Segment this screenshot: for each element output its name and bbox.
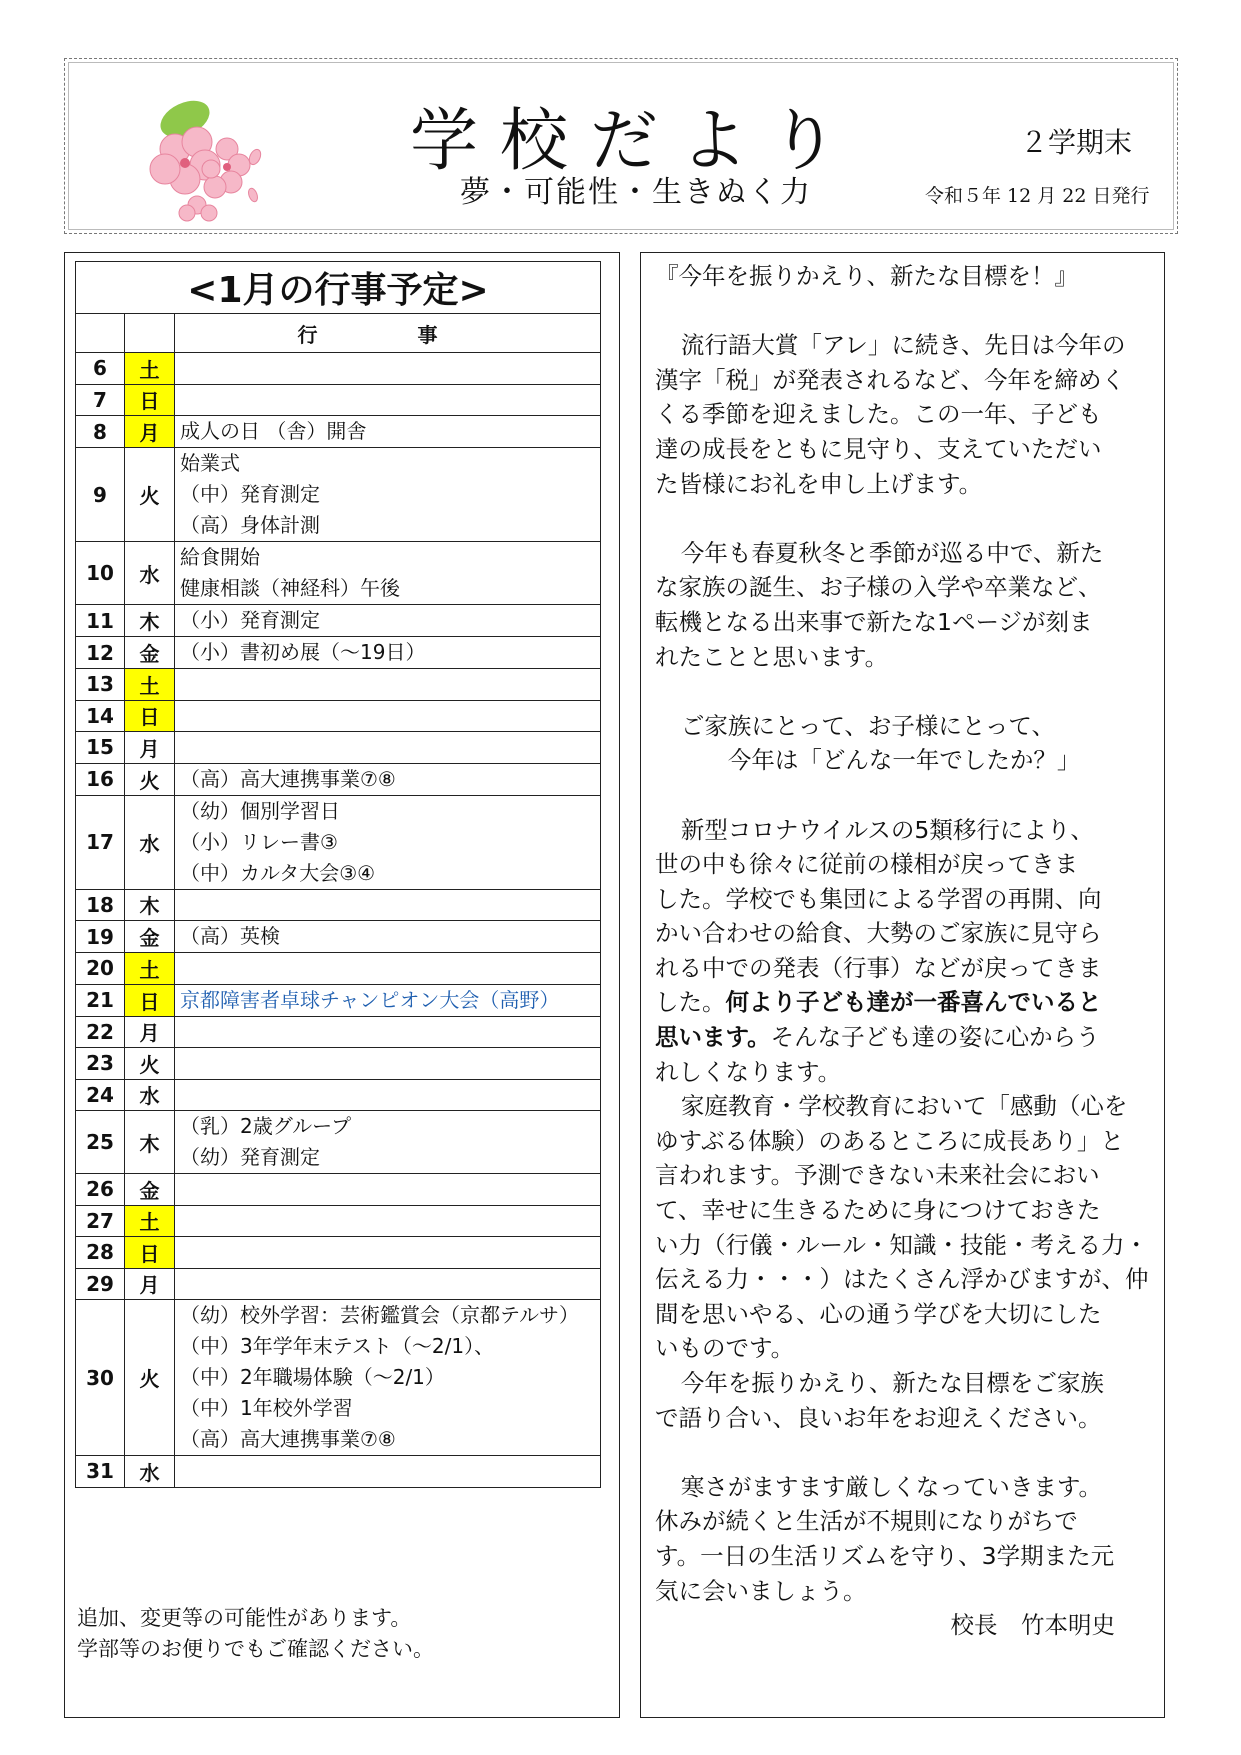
event-item: （中）2年職場体験（～2/1） [180, 1365, 445, 1389]
schedule-row [76, 1079, 601, 1111]
events-cell [175, 416, 601, 448]
paragraph-2 [655, 536, 1155, 674]
events-cell [175, 542, 601, 605]
schedule-row [76, 984, 601, 1016]
note-line: 学部等のお便りでもご確認ください。 [77, 1637, 434, 1661]
schedule-row [76, 448, 601, 542]
weekday-cell: 日 [125, 1237, 175, 1269]
message-line: 流行語大賞「アレ」に続き、先日は今年の [680, 331, 1126, 360]
events-cell [175, 700, 601, 732]
message-line: 世の中も徐々に従前の様相が戻ってきま [655, 850, 1078, 879]
schedule-table [75, 261, 601, 1488]
schedule-row [76, 384, 601, 416]
day-cell: 8 [76, 416, 125, 448]
day-cell: 11 [76, 605, 125, 637]
message-line: 達の成長をともに見守り、支えていただい [655, 434, 1102, 463]
message-line: す。一日の生活リズムを守り、3学期また元 [655, 1541, 1115, 1570]
schedule-row [76, 1016, 601, 1048]
schedule-row [76, 1111, 601, 1174]
schedule-row [76, 921, 601, 953]
events-cell [175, 984, 601, 1016]
weekday-cell: 日 [125, 700, 175, 732]
event-item: （幼）発育測定 [180, 1145, 320, 1169]
weekday-cell: 火 [125, 1300, 175, 1456]
message-line: 今年も春夏秋冬と季節が巡る中で、新た [680, 538, 1104, 567]
events-cell [175, 889, 601, 921]
message-line: 今年を振りかえり、新たな目標をご家族 [680, 1369, 1104, 1397]
principal-message [655, 259, 1155, 1643]
events-cell [175, 353, 601, 385]
day-cell: 28 [76, 1237, 125, 1269]
weekday-cell: 土 [125, 953, 175, 985]
events-cell [175, 1205, 601, 1237]
event-item: （幼）校外学習：芸術鑑賞会（京都テルサ） [180, 1303, 579, 1327]
event-item: 京都障害者卓球チャンピオン大会（高野） [180, 987, 560, 1012]
event-item: （高）英検 [180, 924, 280, 948]
schedule-row [76, 1048, 601, 1080]
message-line: れる中での発表（行事）などが戻ってきま [655, 953, 1102, 982]
events-cell [175, 1237, 601, 1269]
weekday-cell: 月 [125, 1016, 175, 1048]
day-cell: 23 [76, 1048, 125, 1080]
message-line: 休みが続くと生活が不規則になりがちで [655, 1507, 1078, 1536]
term-label: ２学期末 [1020, 126, 1133, 159]
weekday-cell: 金 [125, 1174, 175, 1206]
events-cell [175, 953, 601, 985]
paragraph-4 [655, 813, 1155, 986]
message-panel [640, 252, 1165, 1718]
events-cell [175, 384, 601, 416]
day-cell: 24 [76, 1079, 125, 1111]
events-cell [175, 1456, 601, 1488]
cherry-blossom-icon [135, 87, 265, 222]
event-item: （中）発育測定 [180, 482, 320, 506]
message-line: で語り合い、良いお年をお迎えください。 [655, 1403, 1102, 1432]
events-cell [175, 1300, 601, 1456]
schedule-row [76, 1456, 601, 1488]
day-cell: 10 [76, 542, 125, 605]
newsletter-title: 学校だより [410, 102, 861, 181]
weekday-cell: 月 [125, 416, 175, 448]
schedule-notes [77, 1603, 434, 1665]
weekday-cell: 木 [125, 1111, 175, 1174]
schedule-row [76, 605, 601, 637]
weekday-cell: 土 [125, 353, 175, 385]
day-cell: 29 [76, 1268, 125, 1300]
events-cell [175, 669, 601, 701]
events-cell [175, 1016, 601, 1048]
schedule-row [76, 953, 601, 985]
day-cell: 14 [76, 700, 125, 732]
paragraph-5 [655, 1089, 1155, 1366]
issue-date: 令和５年 12 月 22 日発行 [925, 185, 1150, 207]
events-cell [175, 1048, 601, 1080]
weekday-cell: 水 [125, 1456, 175, 1488]
message-line: た皆様にお礼を申し上げます。 [655, 469, 983, 498]
schedule-row [76, 1268, 601, 1300]
day-cell: 30 [76, 1300, 125, 1456]
paragraph-7 [655, 1470, 1155, 1608]
day-cell: 31 [76, 1456, 125, 1488]
weekday-header [125, 314, 175, 353]
schedule-row [76, 416, 601, 448]
events-cell [175, 1079, 601, 1111]
event-item: （小）リレー書③ [180, 829, 338, 854]
message-line: 新型コロナウイルスの5類移行により、 [680, 815, 1094, 844]
text-span: した。 [655, 988, 726, 1017]
events-cell [175, 448, 601, 542]
paragraph-3b: 今年は「どんな一年でしたか？」 [727, 746, 1081, 775]
schedule-row [76, 637, 601, 669]
paragraph-4-line: れしくなります。 [655, 1057, 842, 1086]
paragraph-4-line [655, 985, 1155, 1020]
message-line: した。学校でも集団による学習の再開、向 [655, 884, 1102, 913]
schedule-row [76, 542, 601, 605]
weekday-cell: 水 [125, 1079, 175, 1111]
message-line: 伝える力・・・）はたくさん浮かびますが、仲 [655, 1265, 1149, 1294]
schedule-row [76, 1174, 601, 1206]
weekday-cell: 日 [125, 984, 175, 1016]
event-item: 成人の日 （舎）開舎 [180, 419, 367, 443]
message-line: 寒さがますます厳しくなっていきます。 [680, 1472, 1102, 1501]
weekday-cell: 火 [125, 763, 175, 795]
events-cell [175, 732, 601, 764]
message-heading: 『今年を振りかえり、新たな目標を！』 [655, 262, 1078, 290]
event-item: （中）1年校外学習 [180, 1396, 353, 1420]
schedule-panel [64, 252, 620, 1718]
event-item: 始業式 [180, 451, 240, 475]
day-cell: 21 [76, 984, 125, 1016]
note-line: 追加、変更等の可能性があります。 [77, 1606, 412, 1630]
day-cell: 13 [76, 669, 125, 701]
weekday-cell: 日 [125, 384, 175, 416]
day-cell: 20 [76, 953, 125, 985]
events-cell [175, 1268, 601, 1300]
header-banner [64, 58, 1178, 234]
message-line: て、幸せに生きるために身につけておきた [655, 1196, 1101, 1225]
weekday-cell: 土 [125, 1205, 175, 1237]
message-line: 言われます。予測できない未来社会におい [655, 1161, 1100, 1190]
events-cell [175, 1174, 601, 1206]
message-line: 転機となる出来事で新たな1ページが刻ま [655, 607, 1093, 636]
event-item: （高）高大連携事業⑦⑧ [180, 1427, 396, 1451]
weekday-cell: 金 [125, 921, 175, 953]
events-cell [175, 637, 601, 669]
message-line: 家庭教育・学校教育において「感動（心を [680, 1092, 1128, 1121]
paragraph-1 [655, 328, 1155, 501]
weekday-cell: 土 [125, 669, 175, 701]
day-cell: 12 [76, 637, 125, 669]
event-item: （幼）個別学習日 [180, 798, 340, 823]
schedule-row [76, 732, 601, 764]
weekday-cell: 木 [125, 889, 175, 921]
day-cell: 22 [76, 1016, 125, 1048]
schedule-header-row [76, 314, 601, 353]
event-item: （中）カルタ大会③④ [180, 860, 376, 885]
day-cell: 27 [76, 1205, 125, 1237]
events-header: 行 事 [175, 314, 601, 353]
schedule-row [76, 1300, 601, 1456]
message-line: いものです。 [655, 1334, 795, 1363]
events-cell [175, 605, 601, 637]
day-cell: 17 [76, 795, 125, 889]
message-line: かい合わせの給食、大勢のご家族に見守ら [655, 919, 1102, 948]
weekday-cell: 月 [125, 1268, 175, 1300]
schedule-title: <1月の行事予定> [76, 262, 601, 314]
day-cell: 19 [76, 921, 125, 953]
schedule-row [76, 700, 601, 732]
message-line: くる季節を迎えました。この一年、子ども [655, 400, 1102, 429]
weekday-cell: 月 [125, 732, 175, 764]
events-cell [175, 795, 601, 889]
events-cell [175, 763, 601, 795]
weekday-cell: 火 [125, 1048, 175, 1080]
day-cell: 15 [76, 732, 125, 764]
message-line: 漢字「税」が発表されるなど、今年を締めく [655, 365, 1125, 394]
schedule-row [76, 353, 601, 385]
schedule-row [76, 1237, 601, 1269]
weekday-cell: 火 [125, 448, 175, 542]
day-cell: 7 [76, 384, 125, 416]
paragraph-6 [655, 1366, 1155, 1435]
event-item: （小）発育測定 [180, 608, 320, 632]
events-cell [175, 921, 601, 953]
day-cell: 6 [76, 353, 125, 385]
events-cell [175, 1111, 601, 1174]
school-motto: 夢・可能性・生きぬく力 [460, 175, 812, 210]
event-item: （小）書初め展（～19日） [180, 640, 426, 664]
day-cell: 9 [76, 448, 125, 542]
message-line: 間を思いやる、心の通う学びを大切にした [655, 1299, 1102, 1328]
text-span: そんな子ども達の姿に心からう [770, 1023, 1100, 1052]
weekday-cell: 水 [125, 542, 175, 605]
message-line: 気に会いましょう。 [655, 1576, 867, 1605]
event-item: 健康相談（神経科）午後 [180, 576, 400, 600]
schedule-row [76, 795, 601, 889]
event-item: （中）3年学年末テスト（～2/1）、 [180, 1334, 495, 1358]
weekday-cell: 木 [125, 605, 175, 637]
weekday-cell: 金 [125, 637, 175, 669]
event-item: （乳）2歳グループ [180, 1114, 352, 1138]
bold-text: 何より子ども達が一番喜んでいると [725, 988, 1102, 1017]
message-line: れたことと思います。 [655, 642, 889, 671]
message-line: い力（行儀・ルール・知識・技能・考える力・ [655, 1230, 1149, 1259]
weekday-cell: 水 [125, 795, 175, 889]
schedule-row [76, 1205, 601, 1237]
paragraph-4-line [655, 1020, 1155, 1055]
message-line: ゆすぶる体験）のあるところに成長あり」と [655, 1126, 1124, 1155]
event-item: 給食開始 [180, 545, 260, 569]
day-cell: 25 [76, 1111, 125, 1174]
signature: 校長 竹本明史 [950, 1611, 1115, 1640]
bold-text: 思います。 [655, 1023, 771, 1052]
message-line: な家族の誕生、お子様の入学や卒業など、 [655, 573, 1102, 602]
event-item: （高）身体計測 [180, 513, 320, 537]
day-cell: 26 [76, 1174, 125, 1206]
day-header [76, 314, 125, 353]
paragraph-3a: ご家族にとって、お子様にとって、 [680, 711, 1055, 740]
schedule-row [76, 889, 601, 921]
event-item: （高）高大連携事業⑦⑧ [180, 766, 396, 791]
day-cell: 18 [76, 889, 125, 921]
day-cell: 16 [76, 763, 125, 795]
schedule-row [76, 763, 601, 795]
schedule-row [76, 669, 601, 701]
